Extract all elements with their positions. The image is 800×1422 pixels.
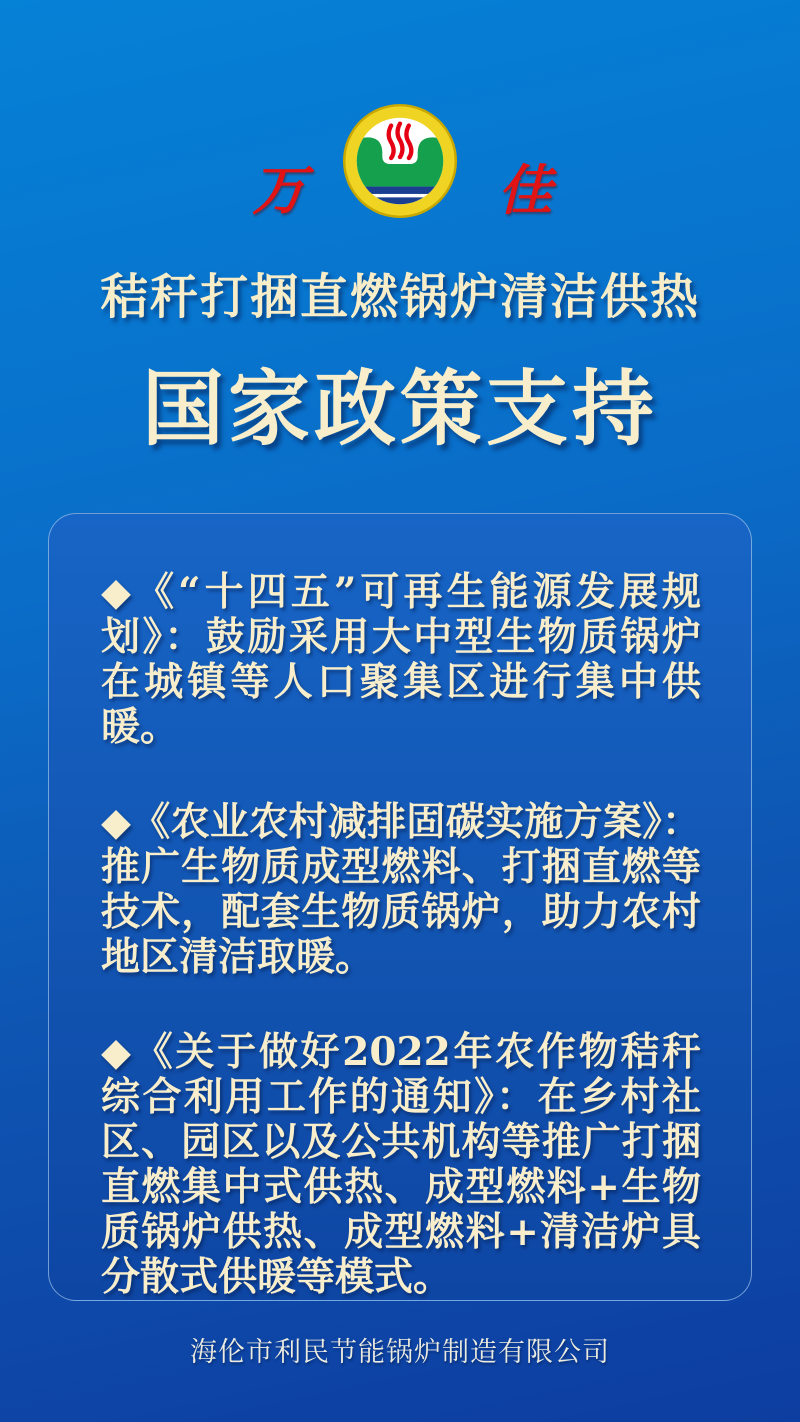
logo-left-character: 万: [252, 158, 306, 222]
policy-panel: [48, 513, 752, 1301]
policy-text-3: 《关于做好2022年农作物秸秆综合利用工作的通知》：在乡村社区、园区以及公共机构等推广打捆直燃集中式供热、成型燃料+生物质锅炉供热、成型燃料+清洁炉具分散式供暖等模式。: [101, 1029, 701, 1300]
page-title: 国家政策支持: [141, 361, 658, 457]
company-name: 海伦市利民节能锅炉制造有限公司: [190, 1337, 610, 1368]
diamond-bullet-icon: ◆: [101, 1029, 134, 1075]
diamond-bullet-icon: ◆: [101, 799, 132, 845]
policy-item-3: [101, 1030, 701, 1300]
policy-item-2: [101, 800, 701, 980]
policy-item-1: [101, 570, 701, 750]
diamond-bullet-icon: ◆: [101, 569, 136, 615]
policy-text-2: 《农业农村减排固碳实施方案》：推广生物质成型燃料、打捆直燃等技术，配套生物质锅炉，助力农村地区清洁取暖。: [101, 799, 701, 980]
policy-text-1: 《“十四五”可再生能源发展规划》：鼓励采用大中型生物质锅炉在城镇等人口聚集区进行集中供暖。: [101, 569, 701, 750]
poster-subtitle: 秸秆打捆直燃锅炉清洁供热: [99, 269, 700, 325]
company-logo-icon: [341, 102, 459, 220]
logo-block: [0, 0, 800, 240]
logo-right-character: 佳: [498, 158, 552, 222]
